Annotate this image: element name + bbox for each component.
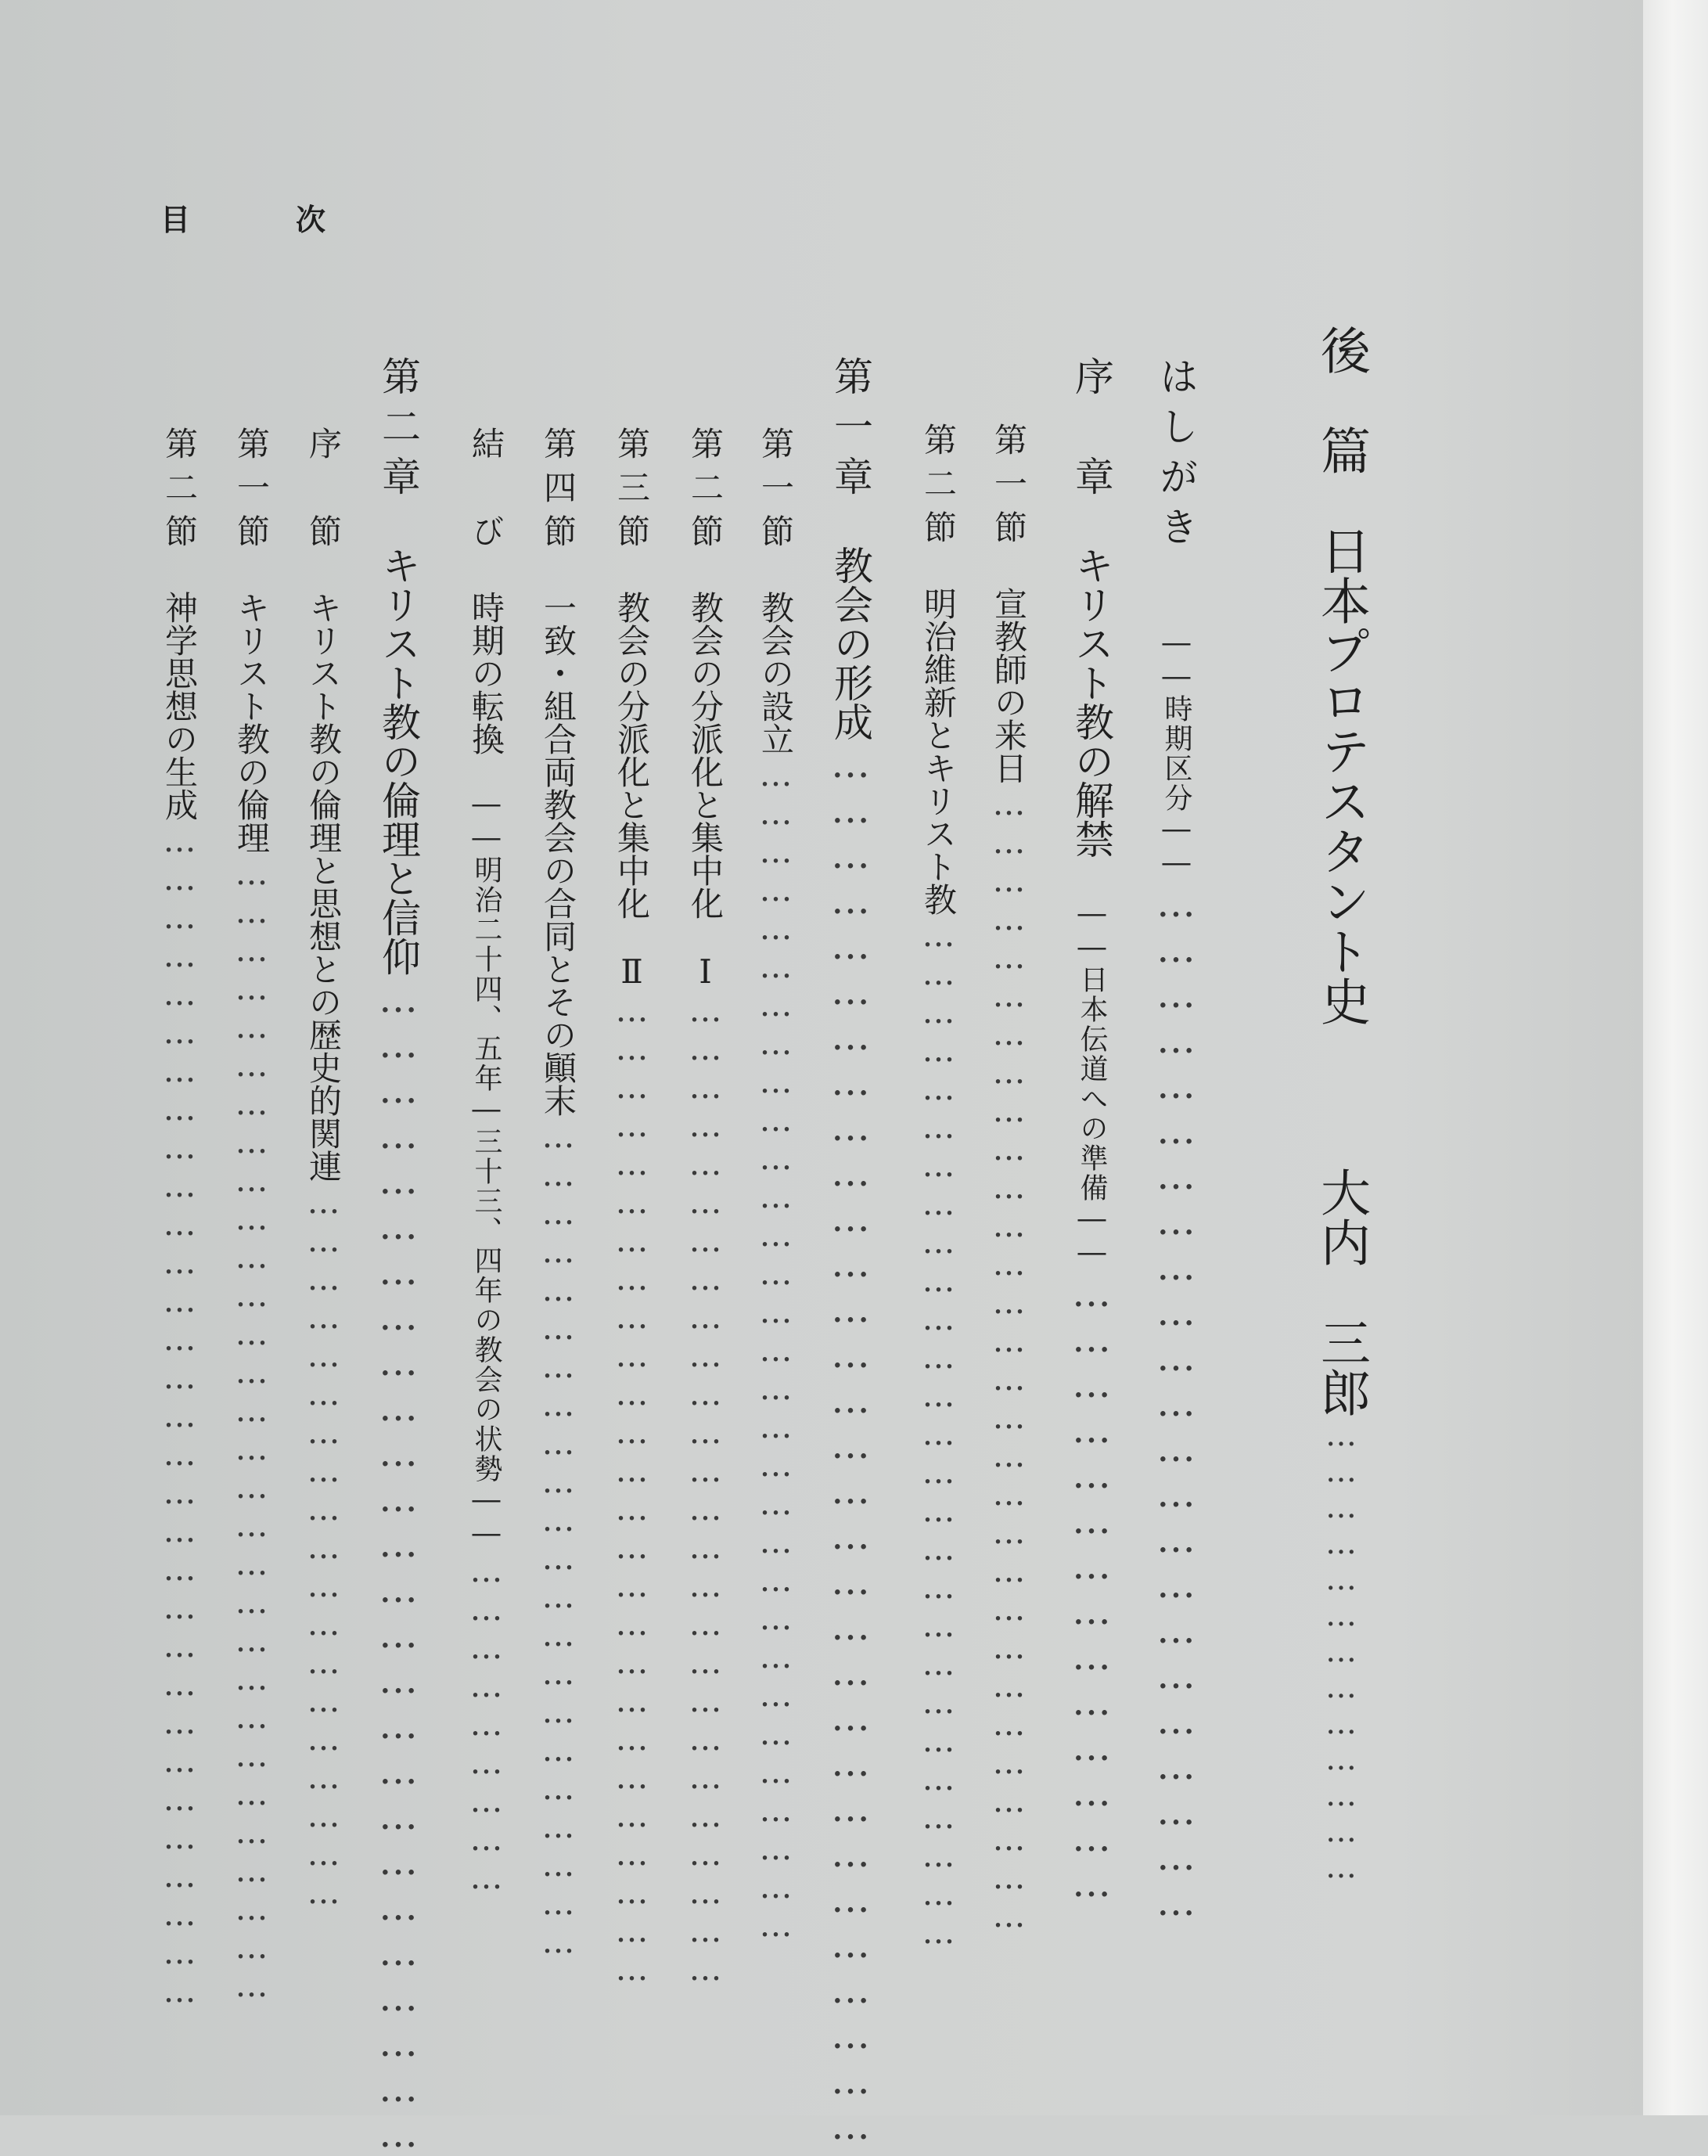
part-author: 大内 三郎: [1312, 1167, 1370, 1417]
part-title: 後 篇 日本プロテスタント史: [1312, 325, 1370, 1026]
running-head-right: 次: [296, 202, 326, 237]
page-edge: [1643, 0, 1708, 2115]
toc-entry-ch1-sec2[interactable]: 第二節 教会の分派化と集中化 Ⅰ……………………………………………………………………: [686, 427, 725, 1988]
toc-entry-chapter2[interactable]: 第二章 キリスト教の倫理と信仰……………………………………………………………………: [376, 356, 421, 2156]
toc-entry-chapter1[interactable]: 第一章 教会の形成…………………………………………………………………………………: [828, 356, 873, 2148]
toc-entry-ch2-sec2[interactable]: 第二節 神学思想の生成…………………………………………………………………………………: [160, 427, 199, 2010]
toc-entry-ch1-sec1[interactable]: 第一節 教会の設立…………………………………………………………………………………: [757, 427, 795, 1944]
toc-entry-prologue-sec2[interactable]: 第二節 明治維新とキリスト教………………………………………………………………………: [919, 423, 958, 1951]
toc-entry-ch1-conclusion[interactable]: 結 び 時期の転換 ――明治二十四、五年―三十三、四年の教会の状勢――………………………: [467, 427, 505, 1896]
toc-entry-prologue[interactable]: 序 章 キリスト教の解禁 ――日本伝道への準備――……………………………………: [1069, 356, 1114, 1906]
part-leader: …………………………………: [1323, 1417, 1359, 1885]
part-title-column: [1312, 325, 1370, 1885]
toc-entry-ch2-sec1[interactable]: 第一節 キリスト教の倫理………………………………………………………………………………: [232, 427, 271, 2004]
toc-entry-prologue-sec1[interactable]: 第一節 宣教師の来日………………………………………………………………………………: [990, 423, 1028, 1935]
toc-entry-hashigaki[interactable]: はしがき――時期区分――……………………………………………………………: [1153, 356, 1199, 1924]
running-head-left: 目: [160, 202, 191, 237]
toc-entry-ch2-intro[interactable]: 序 節 キリスト教の倫理と思想との歴史的関連…………………………………………………: [304, 427, 343, 1911]
toc-entry-ch1-sec4[interactable]: 第四節 一致・組合両教会の合同とその顚末…………………………………………………………: [539, 427, 577, 1960]
toc-entry-ch1-sec3[interactable]: 第三節 教会の分派化と集中化 Ⅱ……………………………………………………………………: [613, 427, 651, 1988]
